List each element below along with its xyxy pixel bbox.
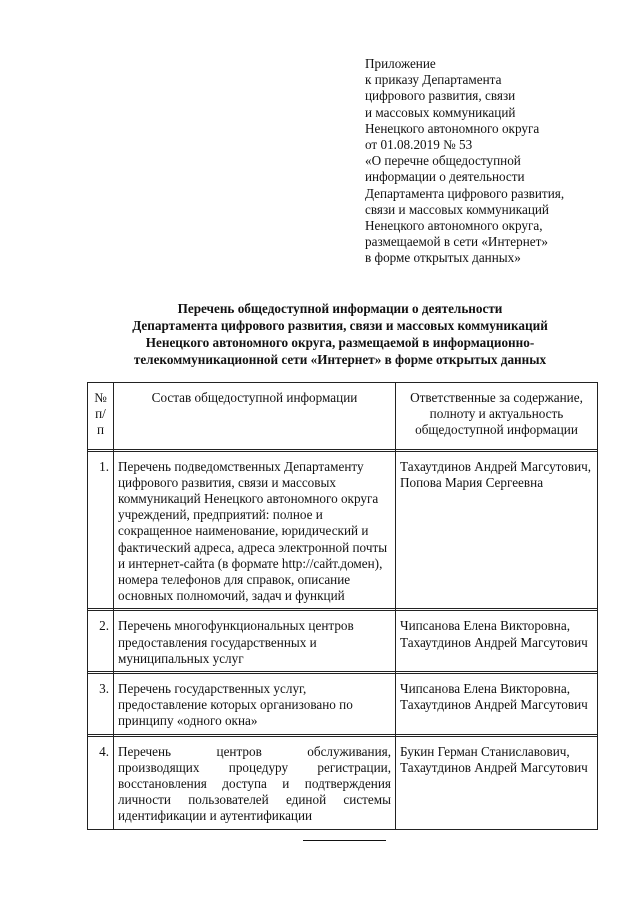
table-row xyxy=(88,674,598,735)
title-line: Перечень общедоступной информации о деятельности xyxy=(177,301,503,316)
appendix-line: к приказу Департамента xyxy=(365,72,502,88)
appendix-line: цифрового развития, связи xyxy=(365,88,516,104)
title-line: Ненецкого автономного округа, размещаемой в информационно- xyxy=(145,335,535,350)
appendix-line: информации о деятельности xyxy=(365,169,525,185)
row-content: Перечень многофункциональных центров предоставления государственных и муниципальных услуг xyxy=(114,611,396,672)
header-content: Состав общедоступной информации xyxy=(114,383,396,450)
appendix-line: Департамента цифрового развития, xyxy=(365,185,565,201)
table-row xyxy=(88,611,598,672)
row-content: Перечень подведомственных Департаменту цифрового развития, связи и массовых коммуникаций Ненецкого автономного округа учреждений, предприятий: полное и сокращенное наименование, юридический и фактический адреса, адреса электронной почты и интернет-сайта (в формате http://сайт.домен), номера телефонов для справок, описание основных полномочий, задач и функций xyxy=(114,451,396,609)
appendix-line: Ненецкого автономного округа, xyxy=(365,218,543,234)
appendix-line: в форме открытых данных» xyxy=(365,250,521,266)
appendix-line: и массовых коммуникаций xyxy=(365,104,516,120)
row-content: Перечень государственных услуг, предоставление которых организовано по принципу «одного окна» xyxy=(114,674,396,735)
footer-divider xyxy=(303,840,386,841)
information-table xyxy=(87,382,598,830)
row-responsible: Чипсанова Елена Викторовна, Тахаутдинов Андрей Магсутович xyxy=(396,674,598,735)
table-header-row xyxy=(88,383,598,450)
table-row xyxy=(88,736,598,829)
row-responsible: Букин Герман Станиславович, Тахаутдинов Андрей Магсутович xyxy=(396,736,598,829)
row-number: 3. xyxy=(88,674,114,735)
row-content: Перечень центров обслуживания, производящих процедуру регистрации, восстановления доступа и подтверждения личности пользователей единой системы идентификации и аутентификации xyxy=(114,736,396,829)
title-line: Департамента цифрового развития, связи и массовых коммуникаций xyxy=(132,318,548,333)
header-number xyxy=(88,383,114,450)
row-number: 1. xyxy=(88,451,114,609)
header-responsible: Ответственные за содержание, полноту и актуальность общедоступной информации xyxy=(396,383,598,450)
table-row xyxy=(88,451,598,609)
appendix-line: от 01.08.2019 № 53 xyxy=(365,137,473,153)
title-line: телекоммуникационной сети «Интернет» в форме открытых данных xyxy=(133,352,547,367)
appendix-line: Приложение xyxy=(365,56,436,71)
row-number: 4. xyxy=(88,736,114,829)
appendix-block xyxy=(365,56,635,267)
appendix-line: связи и массовых коммуникаций xyxy=(365,201,549,217)
appendix-line: Ненецкого автономного округа xyxy=(365,120,540,136)
row-number: 2. xyxy=(88,611,114,672)
appendix-line: размещаемой в сети «Интернет» xyxy=(365,234,548,250)
header-number-line2: п/п xyxy=(95,406,106,438)
row-responsible: Тахаутдинов Андрей Магсутович, Попова Мария Сергеевна xyxy=(396,451,598,609)
header-number-line1: № xyxy=(94,390,107,405)
document-title xyxy=(70,300,610,368)
appendix-line: «О перечне общедоступной xyxy=(365,153,521,169)
row-responsible: Чипсанова Елена Викторовна, Тахаутдинов Андрей Магсутович xyxy=(396,611,598,672)
